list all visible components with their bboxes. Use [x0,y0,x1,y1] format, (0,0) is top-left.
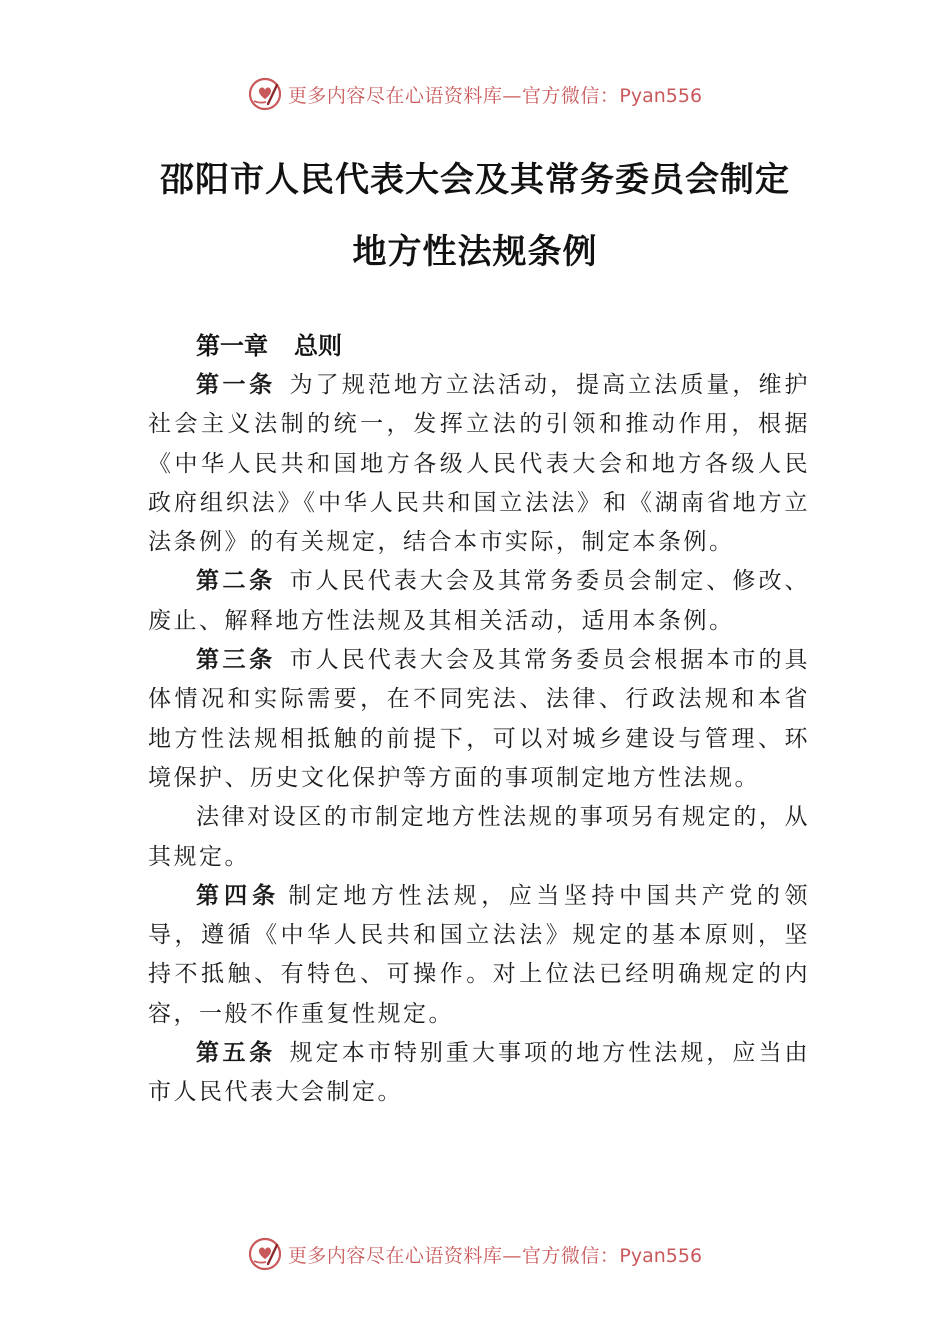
article-label: 第三条 [196,647,276,674]
heart-pen-logo-icon [248,77,282,111]
chapter-number: 第一章 [196,332,268,360]
document-body [148,326,810,1113]
article-text: 市人民代表大会及其常务委员会根据本市的具体情况和实际需要，在不同宪法、法律、行政法规和本省地方性法规相抵触的前提下，可以对城乡建设与管理、环境保护、历史文化保护等方面的事项制定地方性法规。 [148,647,811,791]
heart-pen-logo-icon [248,1237,282,1271]
article-label: 第四条 [196,882,281,909]
watermark-text: 更多内容尽在心语资料库—官方微信：Pyan556 [287,1244,703,1267]
document-title-line-1: 邵阳市人民代表大会及其常务委员会制定 [160,160,790,200]
article-label: 第二条 [196,568,276,595]
article-1 [148,366,810,562]
article-text: 法律对设区的市制定地方性法规的事项另有规定的，从其规定。 [148,804,810,870]
document-title-line-2: 地方性法规条例 [352,232,598,272]
watermark-footer [0,1234,950,1274]
chapter-name: 总则 [294,332,342,360]
article-label: 第一条 [196,372,276,398]
article-3-paragraph-2 [148,798,810,877]
article-text: 市人民代表大会及其常务委员会制定、修改、废止、解释地方性法规及其相关活动，适用本条例。 [148,568,811,634]
article-2 [148,562,810,641]
article-text: 制定地方性法规，应当坚持中国共产党的领导，遵循《中华人民共和国立法法》规定的基本原则，坚持不抵触、有特色、可操作。对上位法已经明确规定的内容，一般不作重复性规定。 [148,882,811,1027]
article-3 [148,641,810,798]
article-text: 规定本市特别重大事项的地方性法规，应当由市人民代表大会制定。 [148,1040,811,1106]
watermark-header [0,74,950,114]
watermark-text: 更多内容尽在心语资料库—官方微信：Pyan556 [287,84,703,107]
article-5 [148,1034,810,1113]
chapter-heading [196,326,810,366]
article-label: 第五条 [196,1040,276,1067]
article-text: 为了规范地方立法活动，提高立法质量，维护社会主义法制的统一，发挥立法的引领和推动作用，根据《中华人民共和国地方各级人民代表大会和地方各级人民政府组织法》《中华人民共和国立法法》和《湖南省地方立法条例》的有关规定，结合本市实际，制定本条例。 [148,372,811,556]
article-4 [148,877,810,1034]
